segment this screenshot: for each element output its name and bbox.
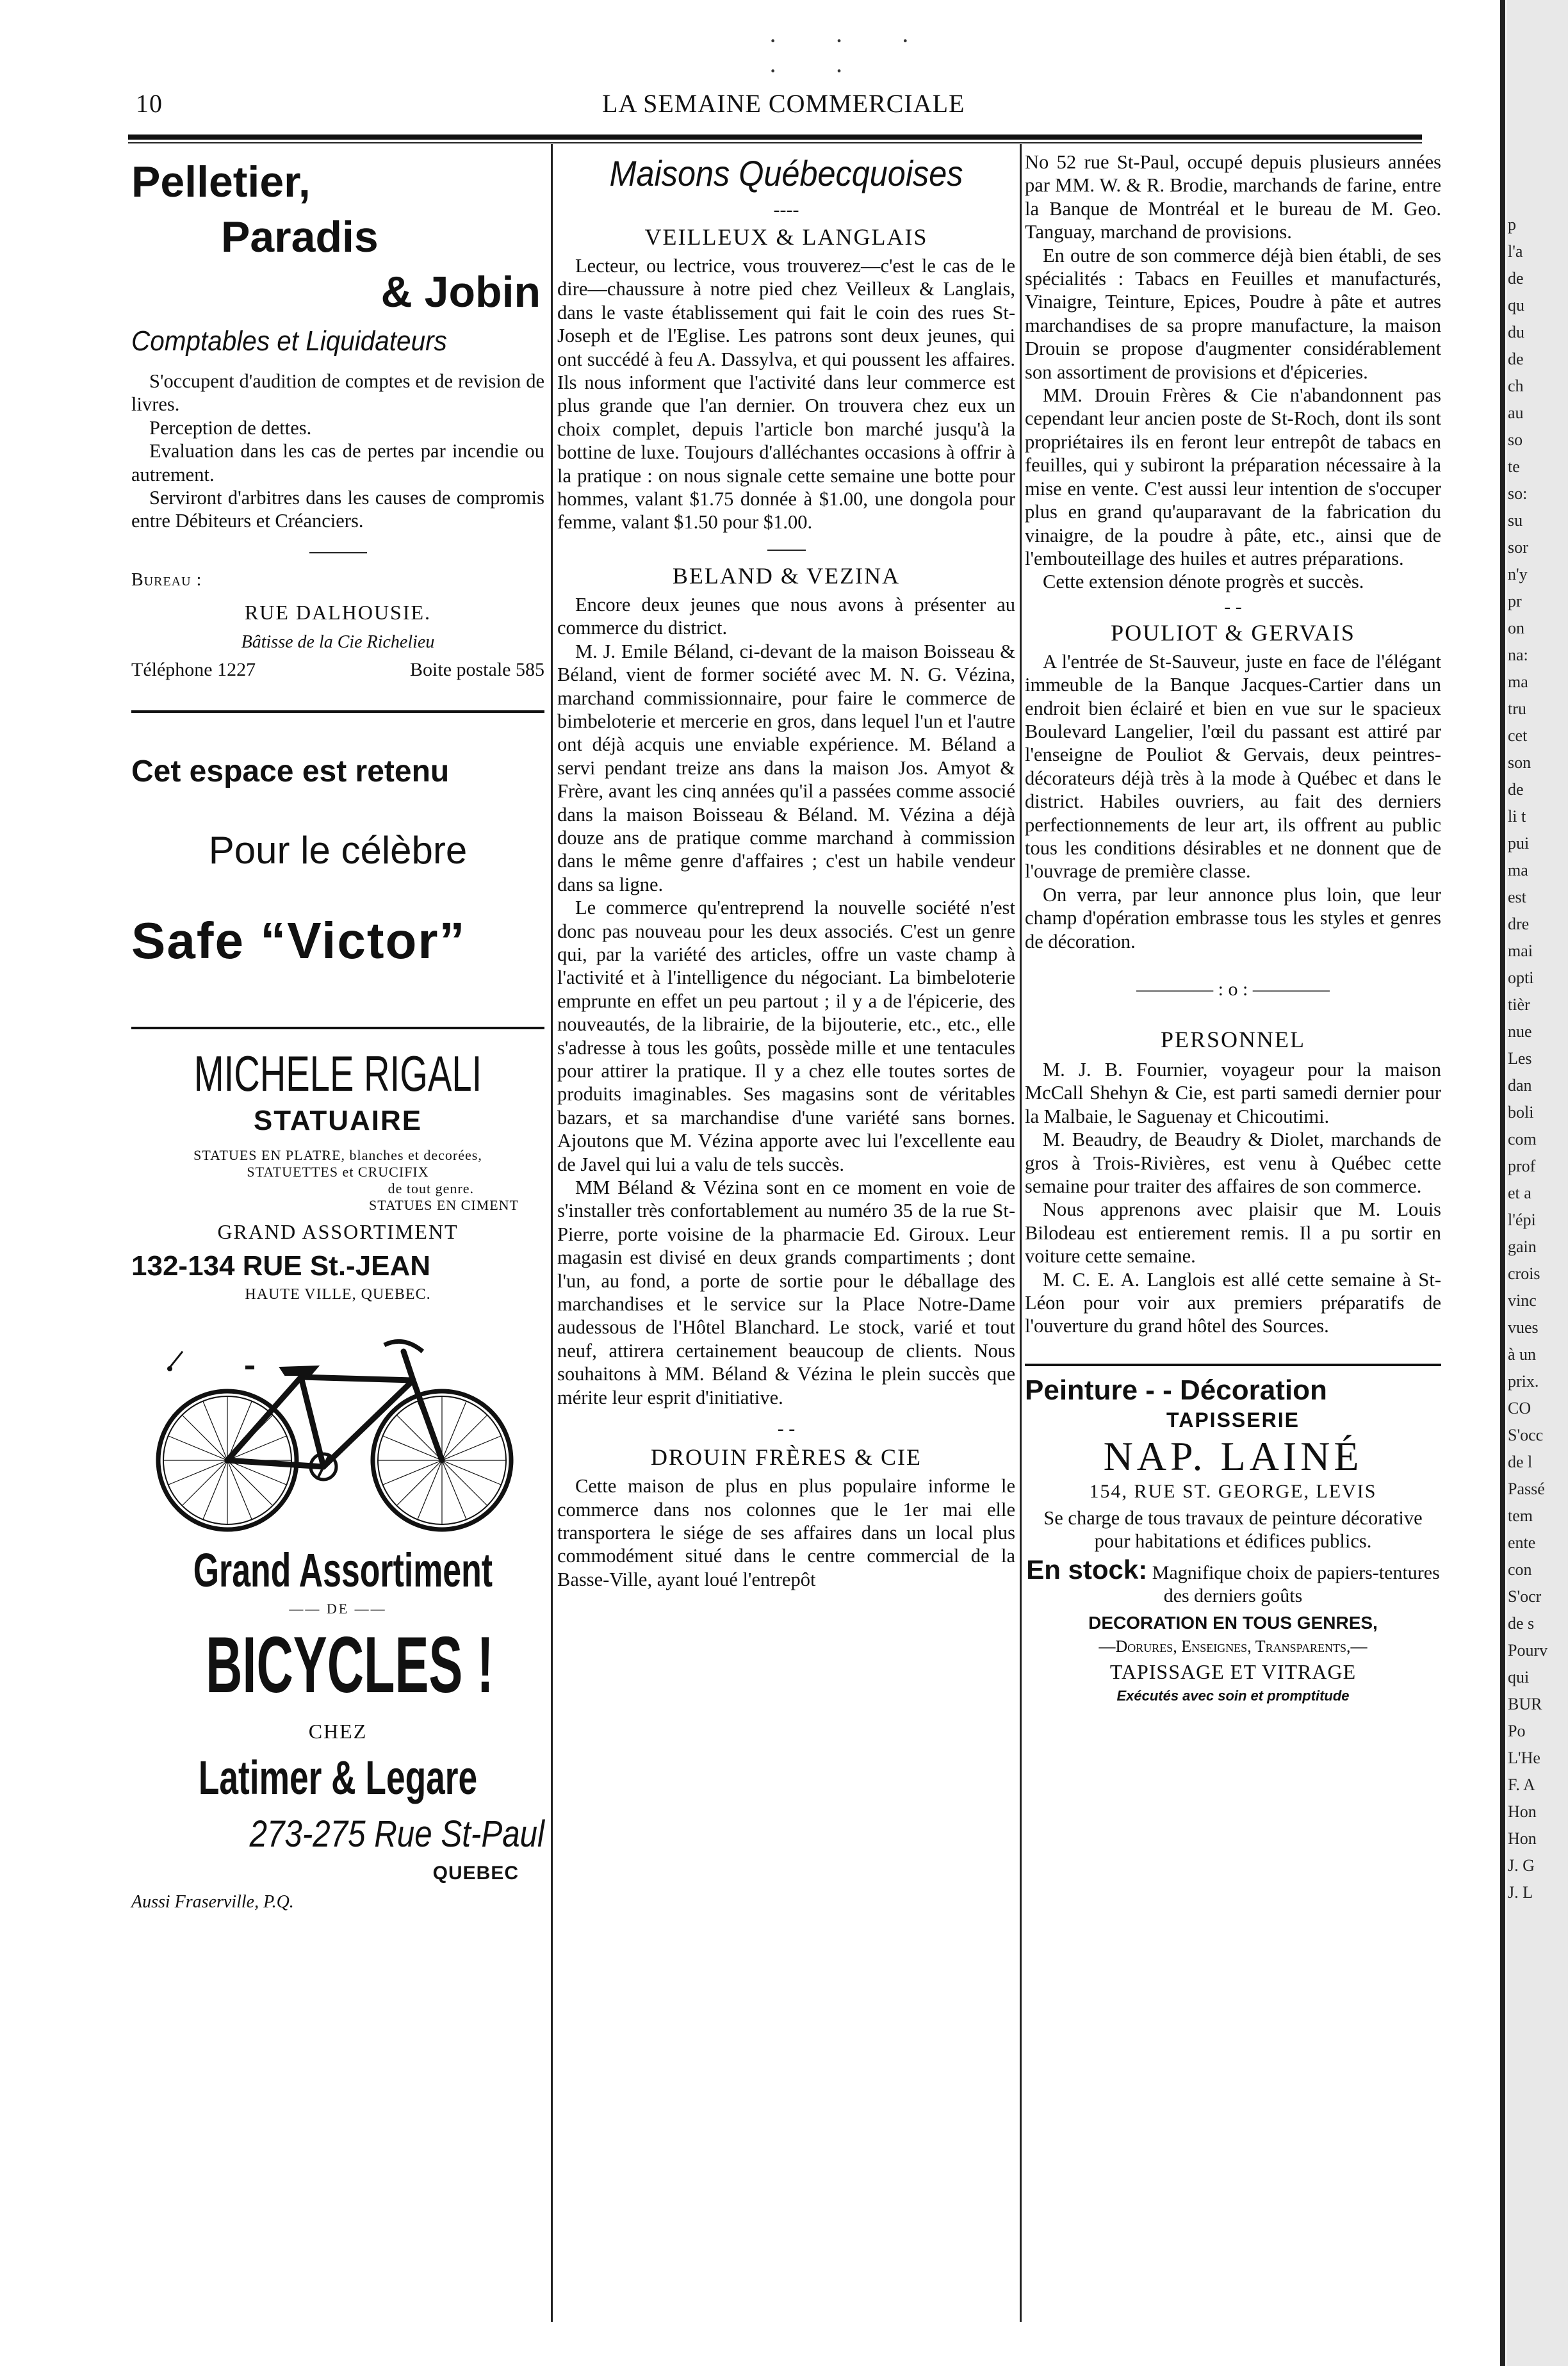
article-paragraph: No 52 rue St-Paul, occupé depuis plusieurs années par MM. W. & R. Brodie, marchands de farine, entre la Banque de Montréal et le bureau de M. Geo. Tanguay, marchand de provisions.: [1025, 151, 1441, 243]
edge-fragment: Les: [1508, 1049, 1532, 1068]
edge-fragment: ch: [1508, 377, 1524, 395]
edge-fragment: Po: [1508, 1722, 1526, 1740]
ad-name-line-3: & Jobin: [380, 268, 541, 316]
ad-detail: STATUES EN CIMENT: [368, 1196, 519, 1213]
edge-fragment: gain: [1508, 1237, 1537, 1256]
top-rule-thin: [128, 142, 1422, 143]
ad-address: 273-275 Rue St-Paul: [249, 1813, 544, 1855]
adjacent-page-fragments: [1508, 211, 1565, 1906]
article-rule: [767, 550, 806, 551]
edge-fragment: na:: [1508, 646, 1528, 664]
edge-fragment: crois: [1508, 1264, 1540, 1283]
ad-city: QUEBEC: [432, 1862, 519, 1884]
edge-fragment: tru: [1508, 699, 1526, 718]
ad-assort: Grand Assortiment: [193, 1543, 493, 1597]
top-dots: · · · · ·: [769, 26, 935, 85]
edge-fragment: J. G: [1508, 1856, 1535, 1875]
ad-building: Bâtisse de la Cie Richelieu: [241, 632, 435, 652]
ad-tapissage: TAPISSAGE ET VITRAGE: [1109, 1660, 1357, 1683]
ad-pelletier-paradis-jobin: [131, 154, 544, 681]
edge-fragment: Hon: [1508, 1829, 1537, 1848]
article-paragraph: M. J. Emile Béland, ci-devant de la maison Boisseau & Béland, vient de former société avec M. N. G. Vézina, marchand commissionnaire, pour faire le commerce de bimbeloterie et mercerie en gros, dans lequel l'un et l'autre ont déjà acquis une enviable expérience. M. Béland a servi pendant treize ans dans la maison Jos. Amyot & Frère, avant les cinq années qu'il a passées comme associé dans la maison Boisseau & Béland. M. Vézina a déjà douze ans de pratique comme marchand à commission dans le même genre d'affaires ; c'est un habile vendeur dans sa ligne.: [557, 640, 1015, 895]
section-title: Maisons Québecquoises: [609, 153, 963, 193]
ad-tagline: Comptables et Liquidateurs: [131, 325, 447, 357]
ad-paragraph: S'occupent d'audition de comptes et de revision de livres.: [131, 370, 544, 416]
edge-fragment: Pourv: [1508, 1641, 1548, 1660]
article-title: VEILLEUX & LANGLAIS: [644, 224, 928, 250]
ad-bicycles: [131, 1316, 544, 1913]
article-body: Cette maison de plus en plus populaire informe le commerce dans nos colonnes que le 1er mai elle transportera le siége de ses affaires dans un local plus commodément situé dans le centre commercial de la Basse-Ville, ayant loué l'entrepôt: [557, 1475, 1015, 1590]
ad-also: Aussi Fraserville, P.Q.: [131, 1891, 294, 1912]
page-number: 10: [136, 89, 163, 118]
column-2: [557, 151, 1015, 1591]
ad-de: —— DE ——: [289, 1600, 387, 1617]
edge-fragment: au: [1508, 404, 1524, 422]
ad-chez: CHEZ: [308, 1719, 368, 1743]
edge-fragment: so: [1508, 430, 1523, 449]
edge-fragment: prof: [1508, 1157, 1536, 1175]
article-paragraph: Cette extension dénote progrès et succès.: [1043, 571, 1364, 593]
edge-fragment: de: [1508, 780, 1524, 799]
edge-fragment: cet: [1508, 726, 1528, 745]
edge-fragment: nue: [1508, 1022, 1532, 1041]
column-1: [131, 151, 544, 1913]
edge-fragment: dan: [1508, 1076, 1532, 1095]
edge-fragment: est: [1508, 888, 1526, 906]
ad-name: MICHELE RIGALI: [193, 1045, 482, 1102]
ad-line-3: Safe “Victor”: [131, 911, 466, 969]
edge-fragment: con: [1508, 1560, 1532, 1579]
article-paragraph: MM. Drouin Frères & Cie n'abandonnent pas cependant leur ancien poste de St-Roch, dont ils sont propriétaires ils en feront leur entrepôt de tabacs en feuilles, qui y subiront la préparation nécessaire à la mise en vente. C'est aussi leur intention de s'occuper plus en grand qu'auparavant de la fabrication du vinaigre, de la poudre à pâte, etc., ainsi que de l'embouteillage des huiles et autres préparations.: [1025, 384, 1441, 569]
edge-fragment: p: [1508, 215, 1516, 234]
ad-stock-text: Magnifique choix de papiers-tentures des derniers goûts: [1147, 1562, 1440, 1606]
ad-executes: Exécutés avec soin et promptitude: [1116, 1687, 1350, 1704]
page-gutter: [1500, 0, 1505, 2366]
ad-street: RUE DALHOUSIE.: [244, 600, 432, 624]
edge-fragment: l'a: [1508, 242, 1523, 261]
edge-fragment: com: [1508, 1130, 1537, 1148]
edge-fragment: du: [1508, 323, 1524, 341]
column-rule-1: [551, 144, 553, 2322]
edge-fragment: S'ocr: [1508, 1587, 1542, 1606]
ad-paragraph: Serviront d'arbitres dans les causes de compromis entre Débiteurs et Créanciers.: [131, 487, 544, 532]
edge-fragment: boli: [1508, 1103, 1534, 1122]
article-paragraph: Le commerce qu'entreprend la nouvelle société n'est donc pas nouveau pour les deux associés. C'est un genre qui, par la variété des articles, offre un vaste champ à l'activité et à l'intelligence du négociant. La bimbeloterie emprunte en effet un peu partout ; il y a de l'épicerie, des nouveautés, de la librairie, de la bijouterie, etc., etc., elle s'adresse à tous les goûts, possède mille et une tentacules pour attirer la pratique. Il y a chez elle toutes sortes de produits imaginables. Ses magasins sont de véritables bazars, et sa marchandise d'une variété sans bornes. Ajoutons que M. Vézina apporte avec lui l'excellente eau de Javel qui lui a valu de tels succès.: [557, 897, 1015, 1175]
article-paragraph: M. J. B. Fournier, voyageur pour la maison McCall Shehyn & Cie, est parti samedi dernier pour la Malbaie, le Saguenay et Chicoutimi.: [1025, 1059, 1441, 1127]
article-paragraph: En outre de son commerce déjà bien établi, de ses spécialités : Tabacs en Feuilles et manufacturés, Vinaigre, Teinture, Epices, Poudre à pâte et autres marchandises de sa propre manufacture, la maison Drouin se propose d'augmenter considérablement son assortiment de provisions et d'épiceries.: [1025, 244, 1441, 383]
section-dashes: ----: [773, 199, 799, 220]
edge-fragment: mai: [1508, 942, 1533, 960]
ad-name-line-2: Paradis: [221, 213, 379, 261]
article-separator: - -: [1224, 596, 1242, 617]
ad-detail: de tout genre.: [388, 1180, 474, 1196]
edge-fragment: Hon: [1508, 1802, 1537, 1821]
page-header: [128, 83, 1025, 128]
edge-fragment: à un: [1508, 1345, 1537, 1364]
ad-line-1: Peinture - - Décoration: [1025, 1374, 1327, 1406]
ad-divider: [131, 1027, 544, 1029]
edge-fragment: de s: [1508, 1614, 1535, 1633]
edge-fragment: vinc: [1508, 1291, 1537, 1310]
ad-name: NAP. LAINÉ: [1103, 1433, 1363, 1479]
article-paragraph: M. Beaudry, de Beaudry & Diolet, marchands de gros à Trois-Rivières, est venu à Québec cette semaine pour traiter des affaires de son commerce.: [1025, 1129, 1441, 1198]
ad-box: Boite postale 585: [410, 658, 544, 680]
ad-firm: Latimer & Legare: [198, 1750, 478, 1804]
top-rule: [128, 135, 1422, 140]
edge-fragment: Passé: [1508, 1480, 1545, 1498]
ad-address: 154, RUE ST. GEORGE, LEVIS: [1089, 1480, 1377, 1502]
article-paragraph: Nous apprenons avec plaisir que M. Louis Bilodeau est entierement remis. Il a pu sortir en voiture cette semaine.: [1025, 1198, 1441, 1268]
ad-trade: STATUAIRE: [253, 1104, 423, 1136]
ad-address: 132-134 RUE St.-JEAN: [131, 1250, 431, 1282]
edge-fragment: n'y: [1508, 565, 1528, 583]
ad-stock: [1025, 1554, 1441, 1608]
edge-fragment: te: [1508, 457, 1520, 476]
ad-de-text: DE: [326, 1600, 350, 1617]
edge-fragment: l'épi: [1508, 1211, 1536, 1229]
separator-text: : o :: [1218, 979, 1248, 1000]
ad-phone: Téléphone 1227: [131, 658, 256, 680]
ad-michele-rigali: [131, 1045, 544, 1303]
edge-fragment: S'occ: [1508, 1426, 1544, 1444]
edge-fragment: BUR: [1508, 1695, 1542, 1713]
article-paragraph: On verra, par leur annonce plus loin, que leur champ d'opération embrasse tous les styles et genres de décoration.: [1025, 883, 1441, 952]
edge-fragment: de: [1508, 269, 1524, 288]
edge-fragment: so:: [1508, 484, 1528, 503]
ad-detail: STATUETTES et CRUCIFIX: [247, 1163, 429, 1180]
ad-line-1: Cet espace est retenu: [131, 754, 450, 788]
edge-fragment: de l: [1508, 1453, 1533, 1471]
ad-safe-victor: [131, 713, 544, 1027]
edge-fragment: sor: [1508, 538, 1528, 557]
article-separator: - -: [777, 1418, 796, 1440]
edge-fragment: su: [1508, 511, 1523, 530]
ad-line-2: Pour le célèbre: [208, 828, 468, 872]
edge-fragment: ma: [1508, 861, 1528, 879]
edge-fragment: qui: [1508, 1668, 1530, 1686]
ad-dorures: —Dorures, Enseignes, Transparents,—: [1098, 1636, 1368, 1656]
ad-desc: Se charge de tous travaux de peinture décorative pour habitations et édifices publics.: [1043, 1506, 1423, 1553]
ad-paragraph: Perception de dettes.: [149, 416, 312, 439]
edge-fragment: tièr: [1508, 995, 1530, 1014]
ad-assort: GRAND ASSORTIMENT: [217, 1220, 459, 1243]
column-rule-2: [1020, 144, 1022, 2322]
ad-bicycles-title: BICYCLES !: [206, 1620, 494, 1709]
article-separator: ———— : o : ————: [1136, 979, 1330, 1000]
ad-decoration: DECORATION EN TOUS GENRES,: [1088, 1612, 1378, 1633]
article-title: DROUIN FRÈRES & CIE: [650, 1444, 922, 1471]
edge-fragment: qu: [1508, 296, 1524, 314]
edge-fragment: dre: [1508, 915, 1530, 933]
edge-fragment: pui: [1508, 834, 1530, 853]
ad-paragraph: Evaluation dans les cas de pertes par incendie ou autrement.: [131, 440, 544, 485]
edge-fragment: de: [1508, 350, 1524, 368]
bicycle-icon: [131, 1316, 544, 1540]
article-title: PERSONNEL: [1160, 1027, 1306, 1052]
article-body: Lecteur, ou lectrice, vous trouverez—c'est le cas de le dire—chaussure à notre pied chez Veilleux & Langlais, dans le vaste établissement qui fait le coin des rues St-Joseph et de l'Eglise. Les patrons sont deux jeunes, qui ont succédé à feu A. Dassylva, et qui poussent les affaires. Ils nous informent que l'activité dans leur commerce est plus grande que l'an dernier. On trouvera chez eux un choix complet, depuis l'article bon marché jusqu'à la bottine de luxe. Toujours d'alléchantes occasions à offrir à la pratique : on nous signale cette semaine une botte pour hommes, valant $1.75 donnée à $1.00, une dongola pour femme, valant $1.50 pour $1.00.: [557, 255, 1015, 534]
edge-fragment: CO: [1508, 1399, 1531, 1417]
article-paragraph: A l'entrée de St-Sauveur, juste en face de l'élégant immeuble de la Banque Jacques-Cartier dans un endroit bien éclairé et bien en vue sur le spacieux Boulevard Langelier, l'œil du passant est attiré par l'enseigne de Pouliot & Gervais, deux peintres-décorateurs déjà très à la mode à Québec et dans le district. Habiles ouvriers, au fait des derniers perfectionnements de leur art, ils offrent au public tous les conditions désirables et ne donnent que de l'ouvrage de première classe.: [1025, 650, 1441, 883]
ad-divider: [1025, 1364, 1441, 1366]
ad-name-line-1: Pelletier,: [131, 158, 311, 206]
edge-fragment: ma: [1508, 673, 1528, 691]
edge-fragment: son: [1508, 753, 1531, 772]
ad-bureau-label: Bureau :: [131, 569, 202, 590]
edge-fragment: pr: [1508, 592, 1522, 610]
edge-fragment: opti: [1508, 968, 1534, 987]
column-3: [1025, 151, 1486, 1704]
edge-fragment: ente: [1508, 1533, 1536, 1552]
ad-short-rule: [309, 552, 367, 553]
edge-fragment: F. A: [1508, 1775, 1535, 1794]
ad-contact-row: [131, 659, 544, 681]
article-title: BELAND & VEZINA: [672, 562, 901, 589]
edge-fragment: li t: [1508, 807, 1526, 826]
running-head: LA SEMAINE COMMERCIALE: [602, 89, 965, 118]
article-paragraph: MM Béland & Vézina sont en ce moment en voie de s'installer très confortablement au numéro 35 de la rue St-Pierre, porte voisine de la pharmacie Ed. Giroux. Leur magasin est divisé en deux grands compartiments ; dont l'un, au fond, a porte de sortie pour le déballage des marchandises et le service sur la Place Notre-Dame audessous de l'Hôtel Blanchard. Le stock, varié et tout neuf, attirera certainement beaucoup de clients. Nous souhaitons à MM. Béland & Vézina le plein succès que mérite leur esprit d'initiative.: [557, 1177, 1015, 1408]
edge-fragment: on: [1508, 619, 1524, 637]
ad-detail: STATUES EN PLATRE, blanches et decorées,: [193, 1146, 482, 1163]
article-paragraph: Encore deux jeunes que nous avons à présenter au commerce du district.: [557, 593, 1015, 639]
edge-fragment: L'He: [1508, 1749, 1540, 1767]
edge-fragment: tem: [1508, 1506, 1533, 1525]
ad-nap-laine: [1025, 1373, 1486, 1704]
ad-stock-label: En stock:: [1026, 1554, 1148, 1585]
edge-fragment: vues: [1508, 1318, 1539, 1337]
edge-fragment: et a: [1508, 1184, 1531, 1202]
article-paragraph: M. C. E. A. Langlois est allé cette semaine à St-Léon pour voir aux premiers préparatifs de l'ouverture du grand hôtel des Sources.: [1025, 1268, 1441, 1337]
ad-line-2: TAPISSERIE: [1166, 1408, 1300, 1432]
edge-fragment: prix.: [1508, 1372, 1539, 1391]
ad-city: HAUTE VILLE, QUEBEC.: [245, 1285, 431, 1303]
edge-fragment: J. L: [1508, 1883, 1533, 1902]
article-title: POULIOT & GERVAIS: [1111, 619, 1355, 646]
